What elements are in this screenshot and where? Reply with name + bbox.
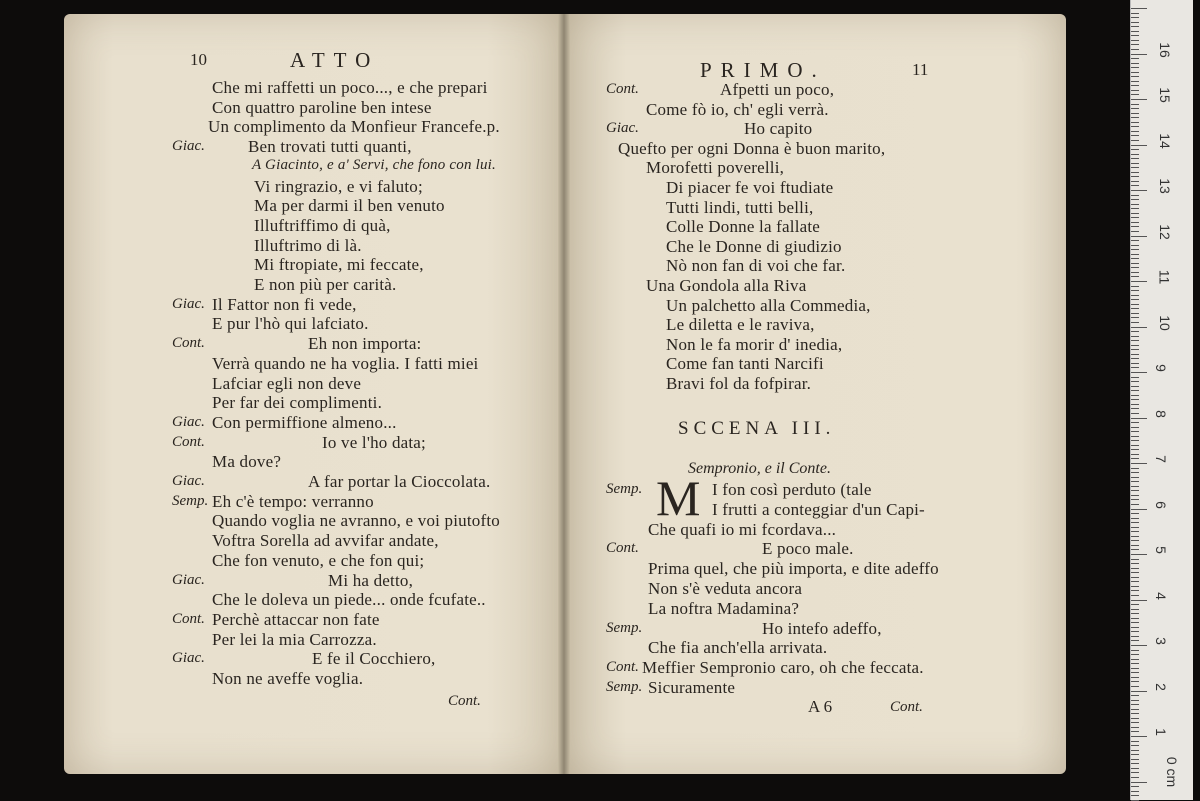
ruler-tick (1131, 691, 1147, 692)
ruler-tick (1131, 354, 1139, 355)
ruler-tick (1131, 672, 1139, 673)
speaker-label: Giac. (172, 295, 205, 312)
ruler-tick (1131, 472, 1139, 473)
text-line: Sicuramente (648, 678, 736, 697)
ruler-number: 14 (1156, 132, 1173, 149)
text-line: Vi ringrazio, e vi faluto; (254, 176, 423, 196)
ruler-tick (1131, 199, 1139, 200)
text-line: Perchè attaccar non fate (212, 609, 380, 629)
ruler-tick (1131, 145, 1147, 146)
ruler-tick (1131, 668, 1139, 669)
ruler-tick (1131, 545, 1139, 546)
left-page-header: ATTO (290, 48, 380, 72)
text-line: Che le Donne di giudizio (666, 236, 842, 256)
speaker-label: Cont. (606, 540, 639, 557)
ruler-tick (1131, 176, 1139, 177)
measuring-ruler (1130, 0, 1193, 800)
ruler-tick (1131, 154, 1139, 155)
text-line: Eh non importa: (308, 334, 422, 354)
text-line: Le diletta e le raviva, (666, 315, 815, 335)
ruler-tick (1131, 436, 1139, 437)
ruler-tick (1131, 741, 1139, 742)
ruler-tick (1131, 122, 1139, 123)
text-line: A far portar la Cioccolata. (308, 472, 491, 491)
signature-mark: A 6 (808, 697, 833, 716)
ruler-tick (1131, 181, 1139, 182)
ruler-tick (1131, 795, 1139, 796)
text-line: Che fia anch'ella arrivata. (648, 638, 828, 658)
text-line: Illuftrimo di là. (254, 235, 362, 255)
ruler-tick (1131, 72, 1139, 73)
text-line: Afpetti un poco, (720, 80, 835, 99)
ruler-tick (1131, 313, 1139, 314)
ruler-tick (1131, 195, 1139, 196)
speaker-label: Cont. (172, 335, 205, 352)
ruler-tick (1131, 563, 1139, 564)
ruler-tick (1131, 595, 1139, 596)
right-catchword: Cont. (890, 699, 923, 715)
ruler-tick (1131, 172, 1139, 173)
ruler-tick (1131, 49, 1139, 50)
ruler-tick (1131, 163, 1139, 164)
text-line: Un palchetto alla Commedia, (666, 295, 871, 315)
ruler-tick (1131, 686, 1139, 687)
ruler-tick (1131, 627, 1139, 628)
ruler-tick (1131, 76, 1139, 77)
ruler-tick (1131, 185, 1139, 186)
ruler-tick (1131, 786, 1139, 787)
ruler-tick (1131, 254, 1139, 255)
speaker-label: Cont. (606, 81, 639, 97)
ruler-tick (1131, 481, 1139, 482)
ruler-tick (1131, 518, 1139, 519)
ruler-tick (1131, 267, 1139, 268)
ruler-tick (1131, 322, 1139, 323)
ruler-tick (1131, 600, 1147, 601)
speaker-label: Semp. (172, 492, 209, 509)
text-line: Che le doleva un piede... onde fcufate.. (212, 590, 486, 610)
ruler-tick (1131, 695, 1139, 696)
ruler-tick (1131, 58, 1139, 59)
text-line: La noftra Madamina? (648, 598, 800, 618)
ruler-tick (1131, 149, 1139, 150)
ruler-tick (1131, 208, 1139, 209)
ruler-tick (1131, 640, 1139, 641)
ruler-tick (1131, 604, 1139, 605)
ruler-tick (1131, 317, 1139, 318)
ruler-tick (1131, 609, 1139, 610)
ruler-tick (1131, 390, 1139, 391)
ruler-tick (1131, 782, 1147, 783)
ruler-tick (1131, 67, 1139, 68)
text-line: Una Gondola alla Riva (646, 276, 807, 295)
text-line: Con permiffione almeno... (212, 412, 397, 432)
ruler-number: 6 (1152, 500, 1169, 509)
ruler-tick (1131, 477, 1139, 478)
ruler-tick (1131, 94, 1139, 95)
text-line: Nò non fan di voi che far. (666, 256, 846, 276)
ruler-tick (1131, 645, 1147, 646)
ruler-tick (1131, 272, 1139, 273)
ruler-number: 11 (1156, 269, 1173, 285)
text-line: Illuftriffimo di quà, (254, 215, 391, 235)
ruler-tick (1131, 736, 1147, 737)
text-line: Per lei la mia Carrozza. (212, 629, 377, 649)
text-line: Colle Donne la fallate (666, 217, 821, 237)
ruler-tick (1131, 727, 1139, 728)
ruler-tick (1131, 54, 1147, 55)
ruler-tick (1131, 304, 1139, 305)
ruler-tick (1131, 358, 1139, 359)
ruler-tick (1131, 236, 1147, 237)
speaker-label: Giac. (172, 473, 205, 489)
ruler-tick (1131, 536, 1139, 537)
ruler-tick (1131, 722, 1139, 723)
left-catchword: Cont. (448, 693, 481, 709)
ruler-tick (1131, 290, 1139, 291)
text-line: Ma dove? (212, 452, 282, 472)
text-line: Io ve l'ho data; (322, 432, 426, 452)
text-line: E non più per carità. (254, 275, 397, 294)
ruler-tick (1131, 13, 1139, 14)
ruler-tick (1131, 549, 1139, 550)
ruler-tick (1131, 167, 1139, 168)
ruler-tick (1131, 217, 1139, 218)
ruler-tick (1131, 522, 1139, 523)
ruler-tick (1131, 677, 1139, 678)
ruler-tick (1131, 700, 1139, 701)
ruler-tick (1131, 777, 1139, 778)
text-line: Ho capito (744, 119, 813, 139)
ruler-tick (1131, 63, 1139, 64)
ruler-tick (1131, 531, 1139, 532)
text-line: Prima quel, che più importa, e dite adeffo (648, 559, 939, 579)
ruler-tick (1131, 590, 1139, 591)
ruler-tick (1131, 22, 1139, 23)
speaker-label: Giac. (172, 650, 205, 667)
ruler-tick (1131, 745, 1139, 746)
speaker-label: Semp. (606, 679, 643, 695)
text-line: Come fò io, ch' egli verrà. (646, 99, 829, 119)
ruler-tick (1131, 490, 1139, 491)
ruler-tick (1131, 422, 1139, 423)
text-line: Lafciar egli non deve (212, 373, 362, 393)
ruler-tick (1131, 299, 1139, 300)
ruler-tick (1131, 349, 1139, 350)
ruler-tick (1131, 135, 1139, 136)
ruler-tick (1131, 654, 1139, 655)
ruler-tick (1131, 404, 1139, 405)
ruler-tick (1131, 468, 1139, 469)
ruler-tick (1131, 231, 1139, 232)
speaker-label: Semp. (606, 481, 643, 497)
ruler-tick (1131, 458, 1139, 459)
ruler-tick (1131, 131, 1139, 132)
ruler-tick (1131, 327, 1147, 328)
ruler-tick (1131, 245, 1139, 246)
ruler-tick (1131, 445, 1139, 446)
ruler-tick (1131, 44, 1139, 45)
ruler-tick (1131, 367, 1139, 368)
ruler-tick (1131, 336, 1139, 337)
scene-title: SCCENA III. (678, 418, 836, 439)
ruler-tick (1131, 295, 1139, 296)
ruler-tick (1131, 659, 1139, 660)
ruler-tick (1131, 418, 1147, 419)
ruler-tick (1131, 31, 1139, 32)
ruler-tick (1131, 286, 1139, 287)
ruler-tick (1131, 427, 1139, 428)
ruler-number: 9 (1152, 364, 1169, 372)
ruler-tick (1131, 768, 1139, 769)
ruler-tick (1131, 495, 1139, 496)
text-line: Come fan tanti Narcifi (666, 354, 824, 374)
ruler-tick (1131, 750, 1139, 751)
ruler-tick (1131, 709, 1139, 710)
text-line: Morofetti poverelli, (646, 158, 785, 178)
ruler-tick (1131, 345, 1139, 346)
text-line: Un complimento da Monfieur Francefe.p. (208, 117, 500, 137)
ruler-tick (1131, 504, 1139, 505)
text-line: Per far dei complimenti. (212, 393, 383, 413)
ruler-tick (1131, 108, 1139, 109)
ruler-tick (1131, 381, 1139, 382)
ruler-number: 16 (1156, 41, 1173, 58)
text-line: Con quattro paroline ben intese (212, 97, 432, 117)
ruler-number: 5 (1152, 546, 1169, 554)
ruler-tick (1131, 663, 1139, 664)
left-page-number: 10 (190, 50, 207, 69)
book-gutter (558, 14, 570, 774)
ruler-tick (1131, 713, 1139, 714)
ruler-tick (1131, 204, 1139, 205)
ruler-number: 1 (1152, 728, 1169, 736)
ruler-tick (1131, 81, 1139, 82)
text-line: I fon così perduto (tale (712, 480, 872, 499)
text-line: Voftra Sorella ad avvifar andate, (212, 531, 439, 551)
ruler-tick (1131, 568, 1139, 569)
speaker-label: Cont. (606, 659, 639, 676)
speaker-label: Giac. (172, 138, 205, 155)
speaker-label: Cont. (172, 610, 205, 627)
text-line: Quando voglia ne avranno, e voi piutofto (212, 511, 500, 531)
ruler-tick (1131, 408, 1139, 409)
ruler-tick (1131, 540, 1139, 541)
ruler-tick (1131, 759, 1139, 760)
text-line: Bravi fol da fofpirar. (666, 374, 812, 393)
text-line: Meffier Sempronio caro, oh che feccata. (642, 658, 924, 678)
text-line: E pur l'hò qui lafciato. (212, 314, 369, 334)
ruler-tick (1131, 454, 1139, 455)
ruler-tick (1131, 486, 1139, 487)
text-line: Verrà quando ne ha voglia. I fatti miei (212, 353, 479, 373)
text-line: A Giacinto, e a' Servi, che fono con lui. (252, 156, 496, 173)
ruler-tick (1131, 17, 1139, 18)
right-page-number: 11 (912, 60, 929, 79)
ruler-tick (1131, 463, 1147, 464)
ruler-tick (1131, 449, 1139, 450)
ruler-tick (1131, 8, 1147, 9)
ruler-tick (1131, 586, 1139, 587)
speaker-label: Semp. (606, 619, 643, 636)
ruler-tick (1131, 140, 1139, 141)
ruler-tick (1131, 113, 1139, 114)
text-line: E poco male. (762, 539, 854, 559)
ruler-tick (1131, 399, 1139, 400)
text-line: Ho intefo adeffo, (762, 618, 882, 638)
ruler-tick (1131, 718, 1139, 719)
ruler-tick (1131, 613, 1139, 614)
ruler-tick (1131, 240, 1139, 241)
text-line: Non s'è veduta ancora (648, 579, 803, 598)
ruler-tick (1131, 226, 1139, 227)
ruler-tick (1131, 85, 1139, 86)
ruler-tick (1131, 572, 1139, 573)
scene-characters: Sempronio, e il Conte. (688, 460, 831, 477)
ruler-tick (1131, 431, 1139, 432)
ruler-tick (1131, 513, 1139, 514)
ruler-tick (1131, 440, 1139, 441)
ruler-tick (1131, 126, 1139, 127)
ruler-tick (1131, 276, 1139, 277)
text-line: Di piacer fe voi ftudiate (666, 178, 834, 197)
text-line: Quefto per ogni Donna è buon marito, (618, 138, 886, 158)
ruler-tick (1131, 554, 1147, 555)
ruler-tick (1131, 395, 1139, 396)
ruler-tick (1131, 527, 1139, 528)
ruler-tick (1131, 559, 1139, 560)
ruler-tick (1131, 509, 1147, 510)
ruler-tick (1131, 763, 1139, 764)
ruler-tick (1131, 372, 1147, 373)
ruler-tick (1131, 622, 1139, 623)
ruler-tick (1131, 618, 1139, 619)
ruler-number: 12 (1156, 223, 1173, 240)
ruler-tick (1131, 772, 1139, 773)
ruler-number: 2 (1152, 682, 1169, 691)
ruler-tick (1131, 581, 1139, 582)
ruler-tick (1131, 636, 1139, 637)
ruler-tick (1131, 363, 1139, 364)
ruler-tick (1131, 158, 1139, 159)
text-line: Non ne aveffe voglia. (212, 669, 364, 688)
ruler-tick (1131, 99, 1147, 100)
right-page-header: PRIMO. (700, 58, 826, 82)
text-line: Il Fattor non fi vede, (212, 294, 357, 314)
ruler-tick (1131, 40, 1139, 41)
ruler-tick (1131, 281, 1147, 282)
ruler-number: 4 (1152, 591, 1169, 600)
text-line: Tutti lindi, tutti belli, (666, 197, 814, 217)
text-line: Eh c'è tempo: verranno (212, 491, 374, 511)
ruler-tick (1131, 731, 1139, 732)
speaker-label: Giac. (172, 571, 205, 588)
ruler-tick (1131, 377, 1139, 378)
text-line: Che quafi io mi fcordava... (648, 519, 837, 539)
ruler-tick (1131, 190, 1147, 191)
text-line: Mi ftropiate, mi feccate, (254, 255, 424, 275)
ruler-tick (1131, 249, 1139, 250)
speaker-label: Giac. (172, 413, 205, 430)
ruler-number: 13 (1156, 178, 1173, 194)
ruler-tick (1131, 386, 1139, 387)
ruler-number: 8 (1152, 409, 1169, 418)
ruler-tick (1131, 704, 1139, 705)
ruler-tick (1131, 631, 1139, 632)
ruler-tick (1131, 258, 1139, 259)
ruler-tick (1131, 754, 1139, 755)
text-line: E fe il Cocchiero, (312, 649, 436, 669)
text-line: Mi ha detto, (328, 570, 414, 590)
ruler-tick (1131, 499, 1139, 500)
text-line: Non le fa morir d' inedia, (666, 334, 843, 354)
text-line: I frutti a conteggiar d'un Capi- (712, 499, 925, 519)
ruler-number: 15 (1156, 87, 1173, 103)
ruler-tick (1131, 222, 1139, 223)
ruler-tick (1131, 90, 1139, 91)
ruler-tick (1131, 413, 1139, 414)
ruler-tick (1131, 263, 1139, 264)
ruler-tick (1131, 35, 1139, 36)
ruler-tick (1131, 26, 1139, 27)
ruler-number: 3 (1152, 637, 1169, 645)
text-line: Ma per darmi il ben venuto (254, 196, 445, 216)
speaker-label: Cont. (172, 433, 205, 450)
ruler-tick (1131, 681, 1139, 682)
ruler-tick (1131, 340, 1139, 341)
ruler-tick (1131, 117, 1139, 118)
ruler-number: 10 (1156, 314, 1173, 331)
ruler-tick (1131, 308, 1139, 309)
ruler-tick (1131, 213, 1139, 214)
text-line: Che fon venuto, e che fon qui; (212, 550, 425, 570)
ruler-number: 7 (1152, 455, 1169, 463)
text-line: Ben trovati tutti quanti, (248, 137, 412, 157)
ruler-tick (1131, 331, 1139, 332)
speaker-label: Giac. (606, 120, 639, 137)
ruler-tick (1131, 577, 1139, 578)
ruler-label: 0 cm (1164, 756, 1181, 788)
ruler-tick (1131, 791, 1139, 792)
ruler-tick (1131, 650, 1139, 651)
ruler-tick (1131, 104, 1139, 105)
drop-cap: M (656, 470, 701, 526)
text-line: Che mi raffetti un poco..., e che prepari (212, 78, 488, 97)
